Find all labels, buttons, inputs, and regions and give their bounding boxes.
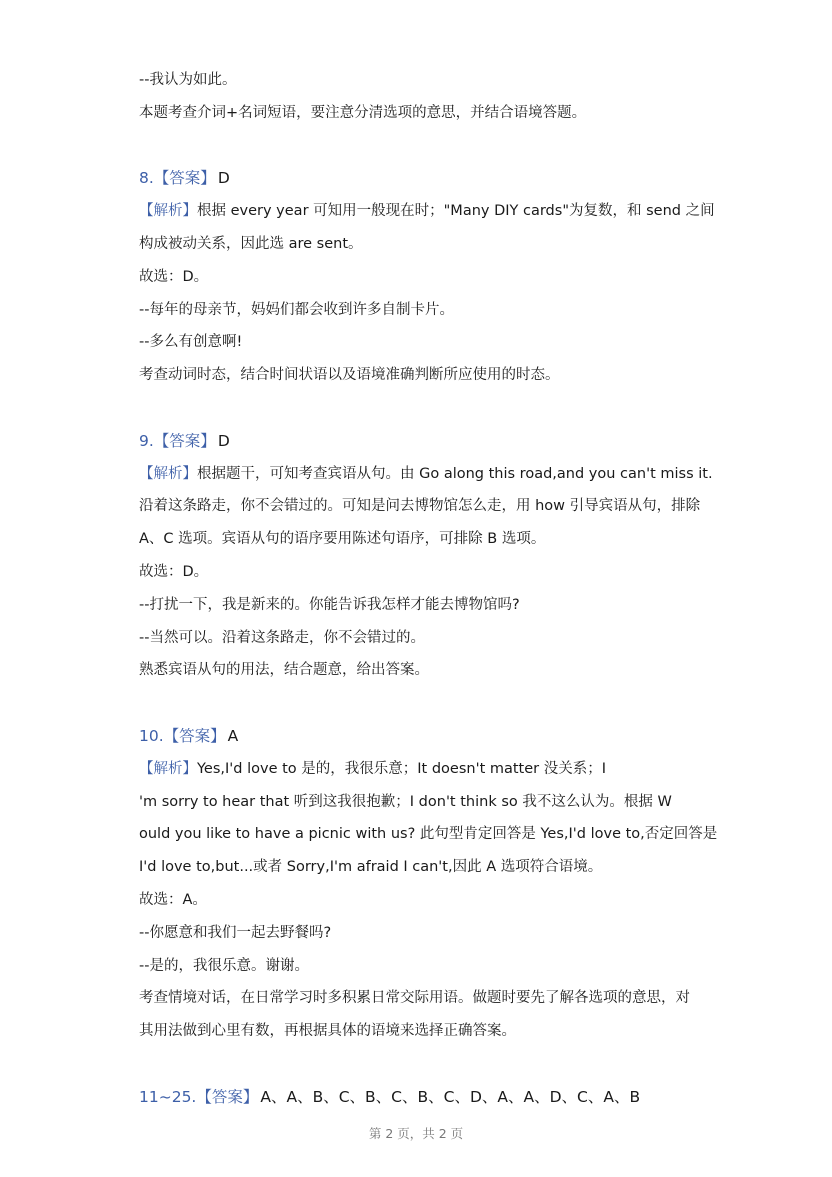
page-footer: 第 2 页，共 2 页 [368,1126,464,1141]
text-line: 考查动词时态，结合时间状语以及语境准确判断所应使用的时态。 [139,367,560,384]
text-line: 'm sorry to hear that 听到这我很抱歉；I don't think so 我不这么认为。根据 W [139,793,672,810]
text-line: 本题考查介词+名词短语，要注意分清选项的意思，并结合语境答题。 [139,104,587,121]
q8-number: 8. [139,169,154,188]
text-line: I'd love to,but...或者 Sorry,I'm afraid I can't,因此 A 选项符合语境。 [139,859,603,876]
q9-header [139,425,699,458]
text-line: --每年的母亲节，妈妈们都会收到许多自制卡片。 [139,301,454,318]
q8-analysis-first [139,195,715,228]
text-line: 考查情境对话，在日常学习时多积累日常交际用语。做题时要先了解各选项的意思，对 [139,990,690,1007]
q11-25-number: 11~25. [139,1087,197,1106]
text-line: 构成被动关系，因此选 are sent。 [139,235,363,252]
q8-header [139,162,699,195]
q10-analysis-text: Yes,I'd love to 是的，我很乐意；It doesn't matter 没关系；I [197,760,607,777]
text-line: --多么有创意啊! [139,334,243,351]
q11-25-answer-tag: 【答案】 [196,1087,259,1106]
q9-answer: D [217,431,230,450]
q10-number: 10. [139,726,164,745]
spacer [139,392,699,425]
q10-answer: A [227,726,239,745]
q8-analysis-text: 根据 every year 可知用一般现在时；"Many DIY cards"为复数，和 send 之间 [197,203,715,220]
spacer [139,1048,699,1081]
spacer [139,687,699,720]
text-line: 故选：D。 [139,268,209,285]
q11-25-answer: A、A、B、C、B、C、B、C、D、A、A、D、C、A、B [260,1087,641,1106]
text-line: 其用法做到心里有数，再根据具体的语境来选择正确答案。 [139,1023,516,1040]
text-line: A、C 选项。宾语从句的语序要用陈述句语序，可排除 B 选项。 [139,531,546,548]
text-line: --你愿意和我们一起去野餐吗? [139,924,332,941]
spacer [139,130,699,163]
q8-answer: D [217,169,230,188]
text-line: 沿着这条路走，你不会错过的。可知是问去博物馆怎么走，用 how 引导宾语从句，排除 [139,498,701,515]
text-line: 故选：A。 [139,891,207,908]
q9-number: 9. [139,431,154,450]
text-line: 故选：D。 [139,563,209,580]
q10-answer-tag: 【答案】 [163,726,226,745]
q9-analysis-first [139,458,713,491]
page-content [139,64,718,1114]
text-line: ould you like to have a picnic with us? 此句型肯定回答是 Yes,I'd love to,否定回答是 [139,826,718,843]
q8-analysis-tag: 【解析】 [139,203,197,220]
q10-analysis-tag: 【解析】 [139,760,197,777]
text-line: --是的，我很乐意。谢谢。 [139,957,309,974]
q10-header [139,720,699,753]
text-line: --当然可以。沿着这条路走，你不会错过的。 [139,629,425,646]
q9-analysis-text: 根据题干，可知考查宾语从句。由 Go along this road,and you can't miss it. [197,465,713,482]
q10-analysis-first [139,753,699,786]
text-line: 熟悉宾语从句的用法，结合题意，给出答案。 [139,662,429,679]
text-line: --打扰一下，我是新来的。你能告诉我怎样才能去博物馆吗? [139,596,520,613]
text-line: --我认为如此。 [139,72,237,88]
q9-analysis-tag: 【解析】 [139,465,197,482]
q8-answer-tag: 【答案】 [153,169,216,188]
q11-25-header [139,1081,699,1114]
q9-answer-tag: 【答案】 [153,431,216,450]
